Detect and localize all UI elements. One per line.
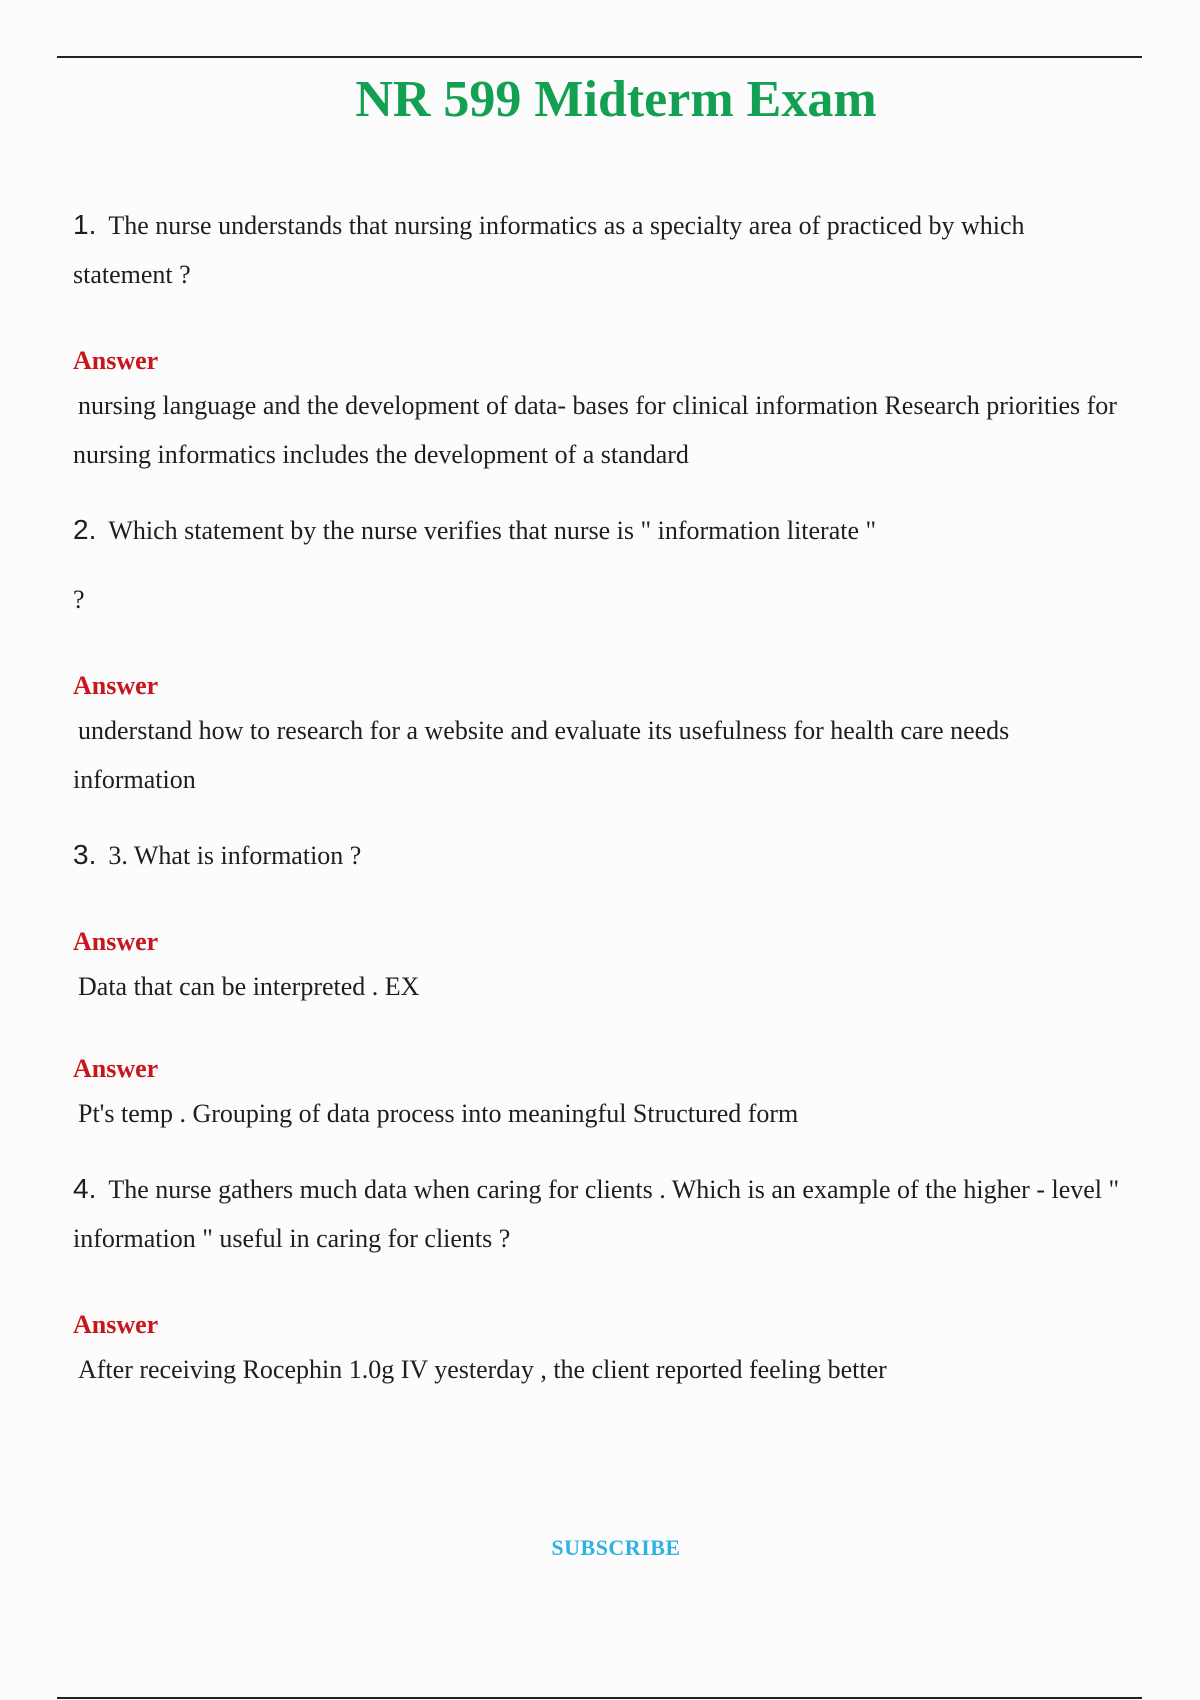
question-text: The nurse gathers much data when caring for clients . Which is an example of the higher - level " information " useful in caring for clients ?	[73, 1175, 1120, 1253]
page-title: NR 599 Midterm Exam	[355, 71, 877, 128]
bottom-rule	[57, 1697, 1142, 1699]
answer-block	[73, 1305, 1123, 1394]
question-number: 4.	[73, 1173, 97, 1204]
exam-content	[73, 200, 1123, 1394]
question-number: 1.	[73, 209, 97, 240]
answer-block	[73, 341, 1123, 479]
top-rule	[57, 56, 1142, 58]
question-number: 2.	[73, 514, 97, 545]
answer-text: understand how to research for a website and evaluate its usefulness for health care needs information	[73, 716, 1010, 794]
question-1	[73, 200, 1123, 299]
answer-block	[73, 1049, 1123, 1138]
subscribe-link[interactable]: SUBSCRIBE	[551, 1535, 681, 1560]
question-4	[73, 1164, 1123, 1263]
question-number: 3.	[73, 839, 97, 870]
answer-block	[73, 666, 1123, 804]
answer-label: Answer	[73, 1310, 159, 1339]
answer-text: Pt's temp . Grouping of data process into meaningful Structured form	[78, 1099, 799, 1128]
question-text: 3. What is information ?	[108, 841, 362, 870]
answer-label: Answer	[73, 671, 159, 700]
question-3	[73, 830, 1123, 880]
question-2	[73, 505, 1123, 624]
question-text: Which statement by the nurse verifies that nurse is " information literate "	[108, 516, 877, 545]
question-text-tail: ?	[73, 585, 85, 614]
answer-label: Answer	[73, 346, 159, 375]
answer-text: nursing language and the development of data- bases for clinical information Research priorities for nursing informatics includes the development of a standard	[73, 391, 1117, 469]
question-text: The nurse understands that nursing informatics as a specialty area of practiced by which statement ?	[73, 211, 1025, 289]
answer-text: Data that can be interpreted . EX	[78, 972, 420, 1001]
answer-block	[73, 922, 1123, 1011]
answer-label: Answer	[73, 1054, 159, 1083]
answer-label: Answer	[73, 927, 159, 956]
answer-text: After receiving Rocephin 1.0g IV yesterday , the client reported feeling better	[78, 1355, 887, 1384]
